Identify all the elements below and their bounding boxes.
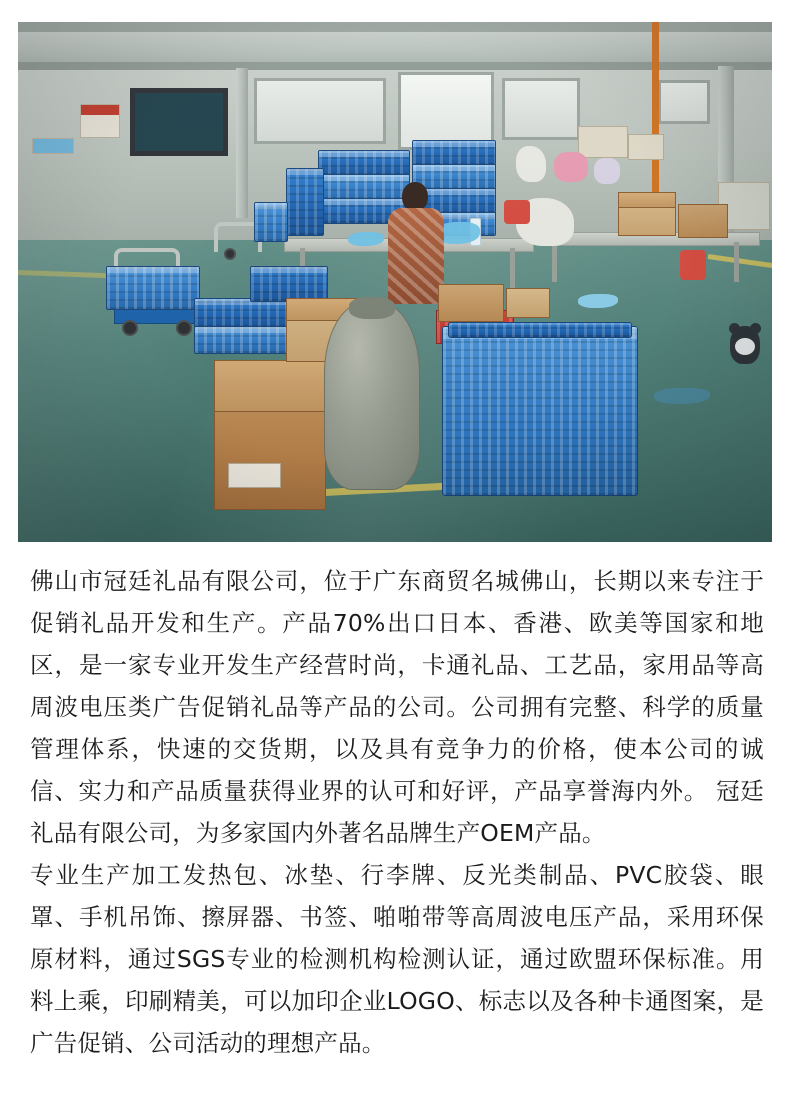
white-bag-shelf xyxy=(516,146,546,182)
red-stool-right xyxy=(680,250,706,280)
company-description xyxy=(30,560,764,1064)
crate-left-3 xyxy=(250,266,328,302)
description-paragraph-2: 专业生产加工发热包、冰垫、行李牌、反光类制品、PVC胶袋、眼罩、手机吊饰、擦屏器、书签、啪啪带等高周波电压产品，采用环保原材料，通过SGS专业的检测机构检测认证，通过欧盟环保标准。用料上乘，印刷精美，可以加印企业LOGO、标志以及各种卡通图案，是广告促销、公司活动的理想产品。 xyxy=(30,861,764,1057)
misc-cloth xyxy=(594,158,620,184)
window-left xyxy=(254,78,386,144)
orange-pipe xyxy=(652,22,659,212)
window-right xyxy=(502,78,580,140)
wall-sign xyxy=(32,138,74,154)
pillar-left xyxy=(236,68,248,218)
carton-small xyxy=(506,288,550,318)
whiteboard xyxy=(130,88,228,156)
crate-large-front xyxy=(442,326,638,496)
table-leg-2 xyxy=(510,248,515,292)
description-paragraph-1: 佛山市冠廷礼品有限公司，位于广东商贸名城佛山，长期以来专注于促销礼品开发和生产。产品70%出口日本、香港、欧美等国家和地区，是一家专业开发生产经营时尚，卡通礼品、工艺品，家用品等高周波电压类广告促销礼品等产品的公司。公司拥有完整、科学的质量管理体系，快速的交货期，以及具有竞争力的价格，使本公司的诚信、实力和产品质量获得业界的认可和好评，产品享誉海内外。 冠廷礼品有限公司，为多家国内外著名品牌生产OEM产品。 xyxy=(30,567,764,847)
table-right-leg-2 xyxy=(734,242,739,282)
photo-canvas xyxy=(18,22,772,542)
carton-on-table xyxy=(618,192,676,236)
trolley-wheel-2 xyxy=(176,320,192,336)
carton-front-left xyxy=(214,360,326,510)
crate-stack-a-1 xyxy=(318,150,410,176)
crate-on-trolley xyxy=(106,266,200,310)
crate-left-4 xyxy=(254,202,288,242)
blue-material-3 xyxy=(578,294,618,308)
small-cart-wheel xyxy=(224,248,236,260)
red-stool-back xyxy=(504,200,530,224)
crate-stack-c xyxy=(286,168,324,236)
floor-cloth xyxy=(654,388,710,404)
safety-poster xyxy=(80,104,120,138)
blue-material-2 xyxy=(348,232,384,246)
crate-stack-b-1 xyxy=(412,140,496,166)
window-center xyxy=(398,72,494,150)
carton-on-table-2 xyxy=(678,204,728,238)
table-right-leg-1 xyxy=(552,242,557,282)
worker-body xyxy=(388,208,444,304)
panda-mascot-sticker xyxy=(730,326,760,364)
shelf-box-2 xyxy=(628,134,664,160)
filled-sack xyxy=(324,302,420,490)
crate-stack-a-2 xyxy=(318,174,410,200)
window-far-right xyxy=(658,80,710,124)
pink-cloth xyxy=(554,152,588,182)
carton-on-bench xyxy=(438,284,504,322)
factory-photo xyxy=(18,22,772,542)
crate-large-rim xyxy=(448,322,632,338)
shelf-box-1 xyxy=(578,126,628,158)
trolley-wheel-1 xyxy=(122,320,138,336)
